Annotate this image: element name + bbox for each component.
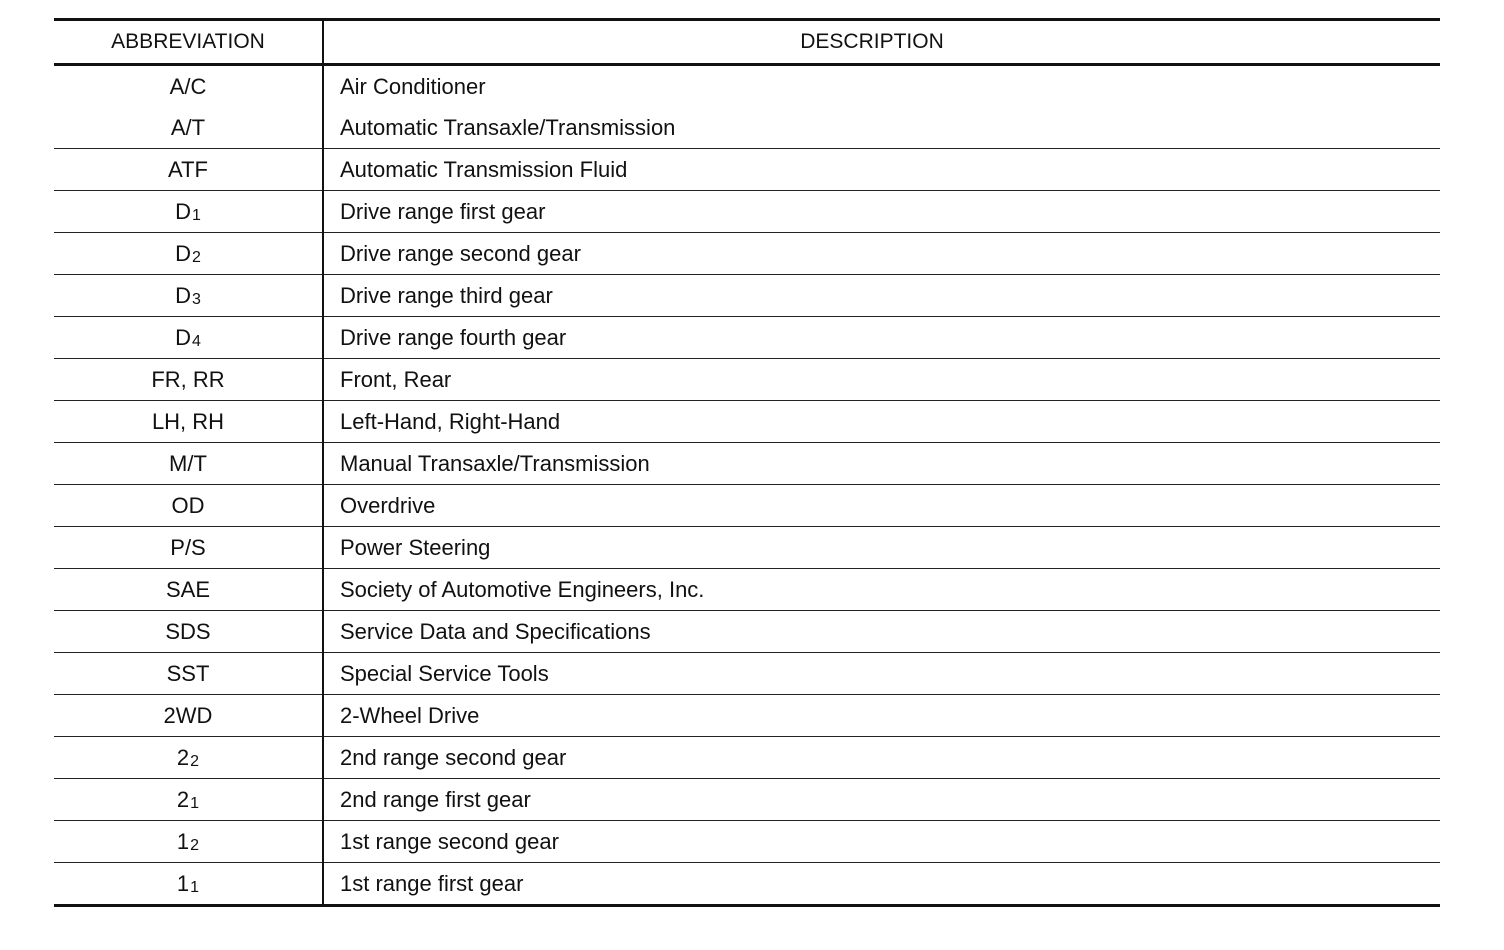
- description-cell: Air Conditioner: [323, 65, 1440, 108]
- abbreviation-cell: [54, 611, 323, 653]
- table-row: [54, 191, 1440, 233]
- table-row: [54, 821, 1440, 863]
- abbreviation-subscript: 3: [191, 290, 201, 308]
- abbreviation-cell: [54, 107, 323, 149]
- abbreviation-text: FR, RR: [151, 366, 225, 392]
- abbreviation-subscript: 2: [190, 836, 200, 854]
- abbreviation-cell: [54, 401, 323, 443]
- abbreviation-text: D: [175, 282, 191, 308]
- table-row: [54, 695, 1440, 737]
- description-cell: Drive range third gear: [323, 275, 1440, 317]
- table-row: [54, 653, 1440, 695]
- abbreviation-subscript: 4: [191, 332, 201, 350]
- table-row: [54, 275, 1440, 317]
- abbreviation-text: D: [175, 198, 191, 224]
- description-column-header: DESCRIPTION: [323, 20, 1440, 65]
- table-row: [54, 611, 1440, 653]
- abbreviation-cell: [54, 569, 323, 611]
- abbreviation-text: A/C: [169, 73, 207, 99]
- abbreviation-cell: [54, 443, 323, 485]
- description-cell: Drive range fourth gear: [323, 317, 1440, 359]
- abbreviation-subscript: 2: [190, 752, 200, 770]
- abbreviation-text: OD: [171, 492, 205, 518]
- description-cell: Society of Automotive Engineers, Inc.: [323, 569, 1440, 611]
- table-row: [54, 443, 1440, 485]
- abbreviation-cell: [54, 821, 323, 863]
- abbreviation-subscript: 1: [191, 206, 201, 224]
- abbreviation-cell: [54, 317, 323, 359]
- abbreviation-table: [54, 18, 1440, 907]
- table-row: [54, 317, 1440, 359]
- abbreviation-cell: [54, 653, 323, 695]
- abbreviation-subscript: 2: [191, 248, 201, 266]
- description-cell: 1st range first gear: [323, 863, 1440, 906]
- abbreviation-subscript: 1: [190, 794, 200, 812]
- table-row: [54, 863, 1440, 906]
- table-body: [54, 65, 1440, 906]
- table-row: [54, 527, 1440, 569]
- table-row: [54, 149, 1440, 191]
- abbreviation-column-header: ABBREVIATION: [54, 20, 323, 65]
- table-row: [54, 107, 1440, 149]
- description-cell: Overdrive: [323, 485, 1440, 527]
- description-cell: Service Data and Specifications: [323, 611, 1440, 653]
- abbreviation-cell: [54, 737, 323, 779]
- abbreviation-text: A/T: [170, 114, 206, 140]
- abbreviation-cell: [54, 149, 323, 191]
- description-cell: Front, Rear: [323, 359, 1440, 401]
- abbreviation-text: 1: [176, 870, 190, 896]
- description-cell: 2nd range first gear: [323, 779, 1440, 821]
- abbreviation-text: P/S: [170, 534, 206, 560]
- description-cell: Automatic Transaxle/Transmission: [340, 114, 676, 140]
- abbreviation-cell: [54, 779, 323, 821]
- description-cell: 2nd range second gear: [323, 737, 1440, 779]
- description-cell: Drive range second gear: [323, 233, 1440, 275]
- description-cell: Manual Transaxle/Transmission: [323, 443, 1440, 485]
- table-header-row: [54, 20, 1440, 65]
- abbreviation-text: M/T: [169, 450, 207, 476]
- abbreviation-cell: [54, 359, 323, 401]
- description-cell: Power Steering: [323, 527, 1440, 569]
- abbreviation-cell: [54, 695, 323, 737]
- abbreviation-text: LH, RH: [151, 408, 225, 434]
- abbreviation-text: D: [175, 324, 191, 350]
- abbreviation-text: 2WD: [163, 702, 213, 728]
- table-row: [54, 359, 1440, 401]
- description-cell: Left-Hand, Right-Hand: [323, 401, 1440, 443]
- abbreviation-cell: [54, 65, 323, 108]
- abbreviation-cell: [54, 233, 323, 275]
- abbreviation-cell: [54, 863, 323, 906]
- description-cell: Special Service Tools: [323, 653, 1440, 695]
- abbreviation-text: SST: [166, 660, 210, 686]
- abbreviation-text: 2: [176, 744, 190, 770]
- abbreviation-cell: [54, 275, 323, 317]
- abbreviation-subscript: 1: [190, 878, 200, 896]
- description-cell: Automatic Transmission Fluid: [323, 149, 1440, 191]
- abbreviation-text: SDS: [165, 618, 211, 644]
- abbreviation-text: D: [175, 240, 191, 266]
- table-row: [54, 65, 1440, 108]
- table-row: [54, 485, 1440, 527]
- abbreviation-cell: [54, 485, 323, 527]
- description-cell: 1st range second gear: [323, 821, 1440, 863]
- table-row: [54, 401, 1440, 443]
- abbreviation-text: 2: [176, 786, 190, 812]
- abbreviation-text: 1: [176, 828, 190, 854]
- table-row: [54, 233, 1440, 275]
- table-row: [54, 737, 1440, 779]
- table-row: [54, 779, 1440, 821]
- description-cell: Drive range first gear: [323, 191, 1440, 233]
- table-row: [54, 569, 1440, 611]
- description-cell: 2-Wheel Drive: [323, 695, 1440, 737]
- abbreviation-text: SAE: [165, 576, 211, 602]
- abbreviation-cell: [54, 191, 323, 233]
- abbreviation-text: ATF: [168, 156, 208, 182]
- abbreviation-cell: [54, 527, 323, 569]
